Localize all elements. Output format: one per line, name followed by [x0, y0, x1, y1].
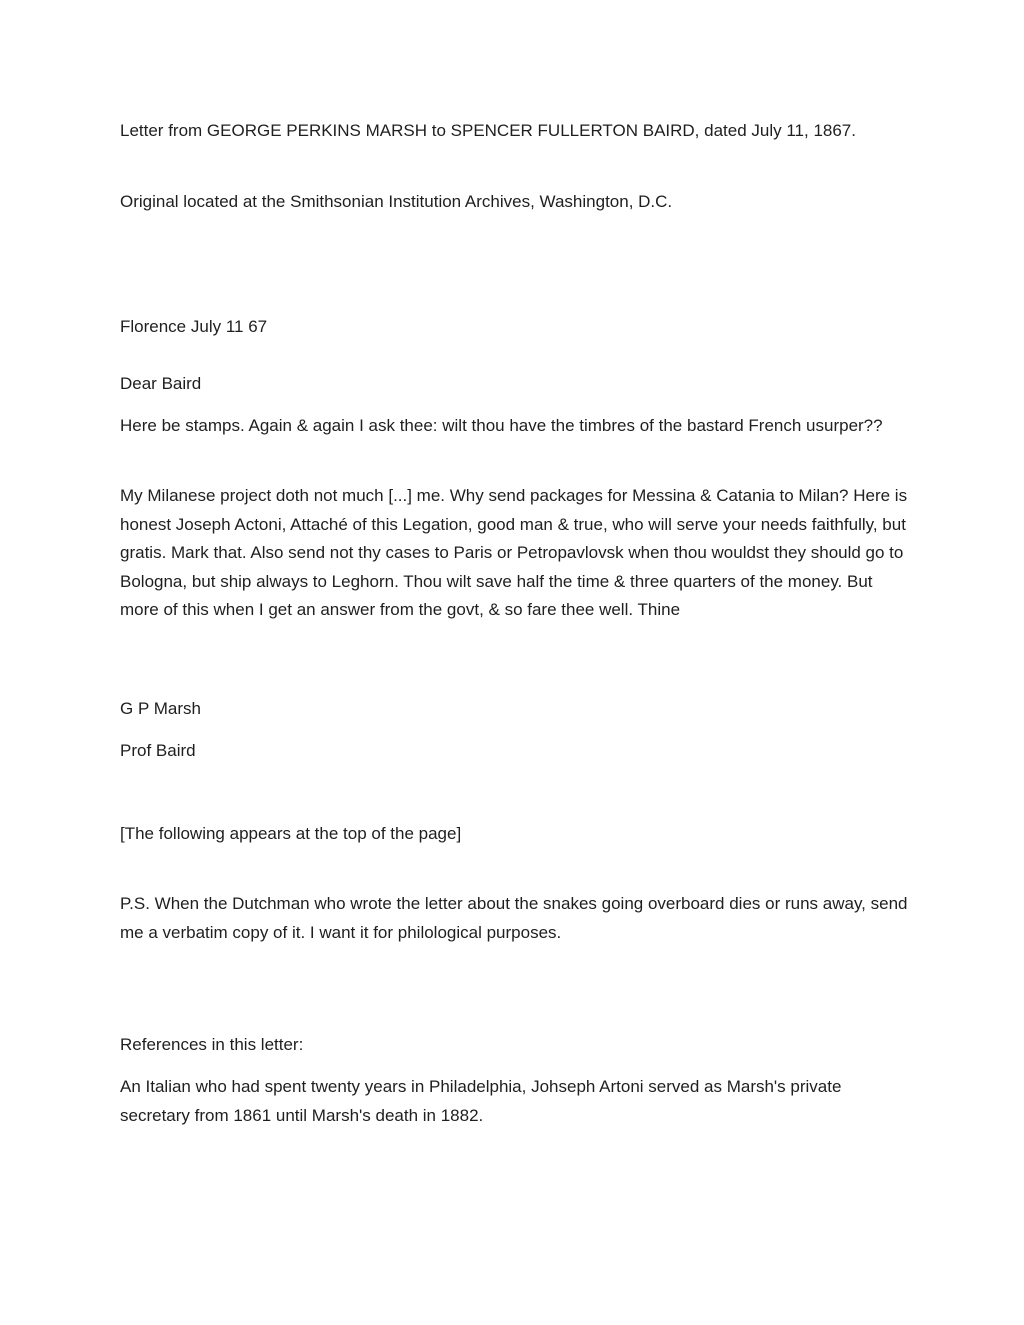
signature — [120, 695, 910, 724]
letter-title-text: Letter from GEORGE PERKINS MARSH to SPENCER FULLERTON BAIRD, dated July 11, 1867. — [120, 121, 856, 140]
signature-text: G P Marsh — [120, 699, 201, 718]
postscript-text: P.S. When the Dutchman who wrote the letter about the snakes going overboard dies or runs away, send me a verbatim copy of it. I want it for philological purposes. — [120, 894, 908, 942]
addressee-text: Prof Baird — [120, 741, 196, 760]
letter-paragraph-1 — [120, 412, 910, 441]
paragraph-2-text: My Milanese project doth not much [...] me. Why send packages for Messina & Catania to Milan? Here is honest Joseph Actoni, Attaché of this Legation, good man & true, who will serve your needs faithfully, but gratis. Mark that. Also send not thy cases to Paris or Petropavlovsk when thou wouldst they should go to Bologna, but ship always to Leghorn. Thou wilt save half the time & three quarters of the money. But more of this when I get an answer from the govt, & so fare thee well. Thine — [120, 486, 908, 619]
editorial-note — [120, 820, 910, 849]
references-heading — [120, 1031, 910, 1060]
salutation-text: Dear Baird — [120, 374, 202, 393]
paragraph-1-text: Here be stamps. Again & again I ask thee: wilt thou have the timbres of the bastard French usurper?? — [120, 416, 883, 435]
references-body-text: An Italian who had spent twenty years in Philadelphia, Johseph Artoni served as Marsh's private secretary from 1861 until Marsh's death in 1882. — [120, 1077, 842, 1125]
letter-title — [120, 117, 910, 146]
addressee — [120, 737, 910, 766]
source-note-text: Original located at the Smithsonian Institution Archives, Washington, D.C. — [120, 192, 673, 211]
editorial-note-text: [The following appears at the top of the page] — [120, 824, 462, 843]
dateline — [120, 313, 910, 342]
source-note — [120, 188, 910, 217]
references-text — [120, 1073, 910, 1130]
postscript — [120, 890, 910, 947]
salutation — [120, 370, 910, 399]
letter-paragraph-2 — [120, 482, 910, 625]
dateline-text: Florence July 11 67 — [120, 317, 268, 336]
references-heading-text: References in this letter: — [120, 1035, 304, 1054]
